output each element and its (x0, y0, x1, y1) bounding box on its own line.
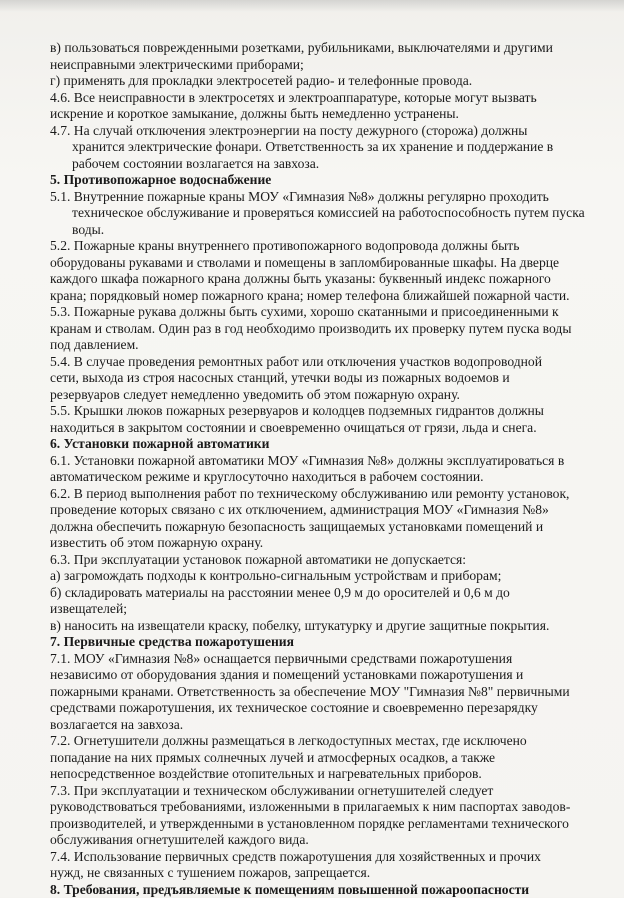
text-line: независимо от оборудования здания и помещений установками пожаротушения и (50, 667, 584, 684)
text-line: искрение и короткое замыкание, должны быть немедленно устранены. (50, 106, 584, 123)
section-heading: 8. Требования, предъявляемые к помещениям повышенной пожароопасности (50, 882, 584, 898)
text-line: сети, выхода из строя насосных станций, утечки воды из пожарных водоемов и (50, 370, 584, 387)
text-line: б) складировать материалы на расстоянии менее 0,9 м до оросителей и 0,6 м до (50, 585, 584, 602)
text-line: 7.1. МОУ «Гимназия №8» оснащается первичными средствами пожаротушения (50, 651, 584, 668)
text-line: пожарными кранами. Ответственность за обеспечение МОУ "Гимназия №8" первичными (50, 684, 584, 701)
text-line: под давлением. (50, 337, 584, 354)
text-line: 5.5. Крышки люков пожарных резервуаров и колодцев подземных гидрантов должны (50, 403, 584, 420)
text-line: извещателей; (50, 601, 584, 618)
text-line: известить об этом пожарную охрану. (50, 535, 584, 552)
text-line: должна обеспечить пожарную безопасность защищаемых установками помещений и (50, 519, 584, 536)
text-line: возлагается на завхоза. (50, 717, 584, 734)
text-line: 6.1. Установки пожарной автоматики МОУ «Гимназия №8» должны эксплуатироваться в (50, 453, 584, 470)
text-line: 5.2. Пожарные краны внутреннего противопожарного водопровода должны быть (50, 238, 584, 255)
text-line: попадание на них прямых солнечных лучей и атмосферных осадков, а также (50, 750, 584, 767)
text-line: непосредственное воздействие отопительных и нагревательных приборов. (50, 766, 584, 783)
text-line: крана; порядковый номер пожарного крана; номер телефона ближайшей пожарной части. (50, 288, 584, 305)
text-line: обслуживания огнетушителей каждого вида. (50, 832, 584, 849)
text-line: каждого шкафа пожарного крана должны быть указаны: буквенный индекс пожарного (50, 271, 584, 288)
text-line: оборудованы рукавами и стволами и помещены в запломбированные шкафы. На дверце (50, 255, 584, 272)
section-heading: 5. Противопожарное водоснабжение (50, 172, 584, 189)
text-line: г) применять для прокладки электросетей радио- и телефонные провода. (50, 73, 584, 90)
text-line: 4.6. Все неисправности в электросетях и электроаппаратуре, которые могут вызвать (50, 90, 584, 107)
text-line: 6.2. В период выполнения работ по техническому обслуживанию или ремонту установок, (50, 486, 584, 503)
scan-shadow (0, 0, 624, 12)
text-line: 7.2. Огнетушители должны размещаться в легкодоступных местах, где исключено (50, 733, 584, 750)
text-line: производителей, и утвержденными в установленном порядке регламентами технического (50, 816, 584, 833)
text-line: 5.1. Внутренние пожарные краны МОУ «Гимназия №8» должны регулярно проходить (50, 189, 584, 206)
text-line: техническое обслуживание и проверяться комиссией на работоспособность путем пуска (50, 205, 584, 222)
text-line: а) загромождать подходы к контрольно-сигнальным устройствам и приборам; (50, 568, 584, 585)
text-line: 6.3. При эксплуатации установок пожарной автоматики не допускается: (50, 552, 584, 569)
text-line: 7.4. Использование первичных средств пожаротушения для хозяйственных и прочих (50, 849, 584, 866)
text-line: в) пользоваться поврежденными розетками, рубильниками, выключателями и другими (50, 40, 584, 57)
text-line: хранится электрические фонари. Ответственность за их хранение и поддержание в (50, 139, 584, 156)
text-line: воды. (50, 222, 584, 239)
text-line: рабочем состоянии возлагается на завхоза. (50, 156, 584, 173)
text-line: 5.4. В случае проведения ремонтных работ или отключения участков водопроводной (50, 354, 584, 371)
text-line: находиться в закрытом состоянии и своевременно очищаться от грязи, льда и снега. (50, 420, 584, 437)
text-line: 5.3. Пожарные рукава должны быть сухими, хорошо скатанными и присоединенными к (50, 304, 584, 321)
text-line: проведение которых связано с их отключением, администрация МОУ «Гимназия №8» (50, 502, 584, 519)
section-heading: 6. Установки пожарной автоматики (50, 436, 584, 453)
document-body (50, 40, 584, 898)
text-line: кранам и стволам. Один раз в год необходимо производить их проверку путем пуска воды (50, 321, 584, 338)
text-line: средствами пожаротушения, их техническое состояние и своевременно перезарядку (50, 700, 584, 717)
text-line: нужд, не связанных с тушением пожаров, запрещается. (50, 865, 584, 882)
text-line: автоматическом режиме и круглосуточно находиться в рабочем состоянии. (50, 469, 584, 486)
section-heading: 7. Первичные средства пожаротушения (50, 634, 584, 651)
text-line: руководствоваться требованиями, изложенными в прилагаемых к ним паспортах заводов- (50, 799, 584, 816)
text-line: 7.3. При эксплуатации и техническом обслуживании огнетушителей следует (50, 783, 584, 800)
text-line: резервуаров следует немедленно уведомить об этом пожарную охрану. (50, 387, 584, 404)
text-line: неисправными электрическими приборами; (50, 57, 584, 74)
text-line: в) наносить на извещатели краску, побелку, штукатурку и другие защитные покрытия. (50, 618, 584, 635)
text-line: 4.7. На случай отключения электроэнергии на посту дежурного (сторожа) должны (50, 123, 584, 140)
